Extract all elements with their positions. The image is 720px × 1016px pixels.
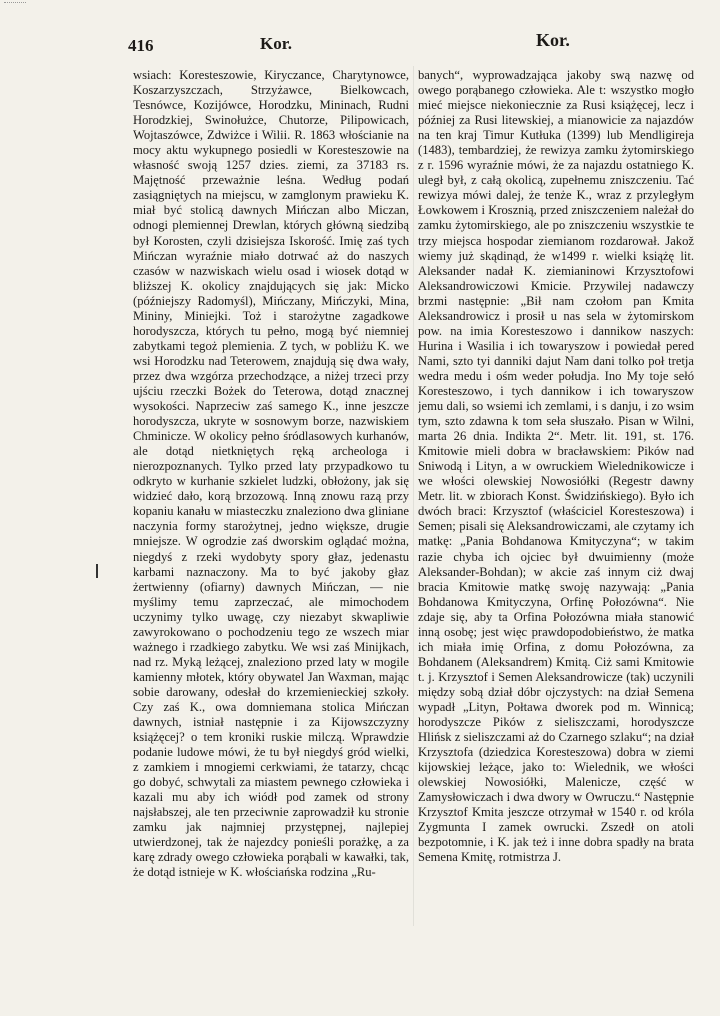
scan-corner-mark [4,2,26,11]
running-head-right: Kor. [536,30,570,50]
column-left-text: wsiach: Koresteszowie, Kiryczance, Charytynowce, Koszarzyszczach, Strzyżawce, Bielkowcach, Tesnówce, Kozijówce, Horodzku, Mininach, Rudni Horodzkiej, Swinołużce, Chutorze, Pilipowicach, Wojtaszówce, Zdwiżce i Wilii. R. 1863 włościanie na mocy aktu wykupnego posiedli w Koresteszowie na własność swoją 1257 dzies. ziemi, za 37183 rs. Majętność przeważnie leśna. Według podań zasiągniętych na miejscu, w zamglonym prawieku K. miał być stolicą dawnych Mińczan albo Miczan, odnogi plemiennej Drewlan, których główną siedzibą był Korosten, czyli dzisiejsza Iskorość. Imię zaś tych Mińczan wyraźnie miało dotrwać aż do naszych czasów w nazwiskach wielu osad i wiosek dotąd w bliższej K. okolicy znajdujących się jak: Micko (późniejszy Radomyśl), Mińczany, Mińczyki, Mina, Mininy, Miniejki. Toż i starożytne zagadkowe horodyszcza, których tu pełno, mogą być niemniej zabytkami tegoż plemienia. Z tych, w pobliżu K. we wsi Horodzku nad Teterowem, znajdują się dwa wały, przez dwa wzgórza przechodzące, a niżej trzeci przy ujściu rzeczki Bożek do Teterowa, dotąd znacznej wysokości. Naprzeciw zaś samego K., inne jeszcze horodyszcza, ukryte w sosnowym borze, nazwiskiem Chminicze. W okolicy pełno śródlasowych kurhanów, ale dotąd nietkniętych ręką archeologa i nierozpoznanych. Tylko przed laty przypadkowo tu odkryto w kurhanie szkielet ludzki, obłożony, jak się widzieć dało, korą brzozową. Inną znowu razą przy kopaniu kanału w miasteczku znaleziono dwa gliniane naczynia formy starożytnej, jedno większe, drugie mniejsze. W ogrodzie zaś dworskim oglądać można, niegdyś z rzeki wydobyty spory głaz, jedenastu karbami naznaczony. Ma to być jakoby głaz żertwienny (ofiarny) dawnych Mińczan, — nie myślimy temu zaprzeczać, ale mimochodem uczynimy tylko uwagę, czy niezabyt skwapliwie zawyrokowano o pochodzeniu tego ze wszech miar ważnego i rzadkiego zabytku. We wsi zaś Minijkach, nad rz. Myką leżącej, znaleziono przed laty w mogile kamienny młotek, który obywatel Jan Waxman, mając sobie darowany, odesłał do krzemienieckiej szkoły. Czy zaś K., owa domniemana stolica Mińczan dawnych, istniał następnie i za Kijowszczyzny książęcej? o tem kroniki ruskie milczą. Wprawdzie podanie ludowe mówi, że tu był niegdyś gród wielki, z zamkiem i mnogiemi cerkwiami, że tatarzy, chcąc go dobyć, schwytali za miastem pewnego człowieka i kazali mu aby ich wiódł pod zamek od strony najsłabszej, ale ten przeciwnie zaprowadził ku stronie zamku jak najmniej przystępnej, najlepiej utwierdzonej, tak że najezdcy ponieśli porażkę, a za karę zdrady owego człowieka porąbali w kawałki, tak, że dotąd istnieje w K. włościańska rodzina „Ru- [133,68,409,880]
column-right-text: banych“, wyprowadzająca jakoby swą nazwę od owego porąbanego człowieka. Ale t: wszystko mogło mieć miejsce niekoniecznie za Rusi książęcej, lecz i później za Rusi litewskiej, a mianowicie za najazdów na ten kraj Timur Kutłuka (1399) lub Mendligireja (1483), tembardziej, że rewizya zamku żytomirskiego z r. 1596 wyraźnie mówi, że za najazdu ostatniego K. uległ był, z całą okolicą, zupełnemu zniszczeniu. Tać rewizya mówi dalej, że tenże K., wraz z przyległym Łowkowem i Krosznią, przed zniszczeniem należał do zamku żytomirskiego, ale po zniszczeniu wszystkie te trzy miejsca hospodar ziemianom rozdarował. Jakož wiemy już skądinąd, że w1499 r. wielki książę lit. Aleksander nadał K. ziemianinowi Krzysztofowi Aleksandrowiczowi Kmicie. Przywilej nadawczy brzmi następnie: „Bił nam czołom pan Kmita Aleksandrowicz i prosił u nas sela w żytomirskom pow. na imia Koresteszowo i dannikow naszych: Hurina i Wasilia i ich towaryszow i powiedał pered Nami, szto tyi danniki dajut Nam dani tolko poł tretja wedra medu i ośm weder połudja. Ino My toje sełó Koresteszowo, i tych dannikow i ich towaryszow jemu dali, so wsiemi ich zemlami, i s danju, i zo wsim tym, szto zdawna k tom seła słuszało. Pisan w Wilni, marta 26 dnia. Indikta 2“. Metr. lit. 191, st. 176. Kmitowie mieli dobra w bracławskiem: Pików nad Sniwodą i Lityn, a w owruckiem Wielednikowicze i we włości olewskiej Nowosiółki (Regestr dawny Metr. lit. w zbiorach Konst. Świdzińskiego). Było ich dwóch braci: Krzysztof (właściciel Koresteszowa) i Semen; pisali się Aleksandrowiczami, ale czytamy ich matkę: „Pania Bohdanowa Kmityczyna“; w takim razie chyba ich ojciec był dwuimienny (może Aleksander-Bohdan); w akcie zaś innym ciż dwaj bracia Kmitowie matkę swoję nazywają: „Pania Bohdanowa Kmityczyna, Orfinę Połozówna“. Nie zdaje się, aby ta Orfina Połozówna miała stanowić inną osobę; jest więc prawdopodobieństwo, że matka ich miała imię Orfina, z domu Połozówna, za Bohdanem (Aleksandrem) Kmitą. Ciż sami Kmitowie t. j. Krzysztof i Semen Aleksandrowicze (tak) uczynili między sobą dział dóbr ojczystych: na dział Semena wypadł „Lityn, Połtawa dworek pod m. Winnicą; horodyszcze Pików z sieliszczami, horodyszcze Hlińsk z sieliszczami aż do Czarnego szlaku“; na dział Krzysztofa (dziedzica Koresteszowa) dobra w ziemi kijowskiej leżące, jako to: Wielednik, we włości olewskiej Nowosiółki, Malenicze, część w Zamysłowiczach i dwa dwory w Owruczu.“ Następnie Krzysztof Kmita jeszcze otrzymał w 1540 r. od króla Zygmunta I zamek owrucki. Zszedł on atoli bezpotomnie, i K. jak też i inne dobra spadły na brata Semena Kmitę, rotmistrza J. [418,68,694,865]
column-divider [413,66,414,926]
text-column-right [418,68,694,938]
margin-mark [96,564,98,578]
text-column-left [133,68,409,938]
page-number: 416 [128,36,154,55]
running-head-left: Kor. [260,34,292,53]
page-header [128,30,688,56]
